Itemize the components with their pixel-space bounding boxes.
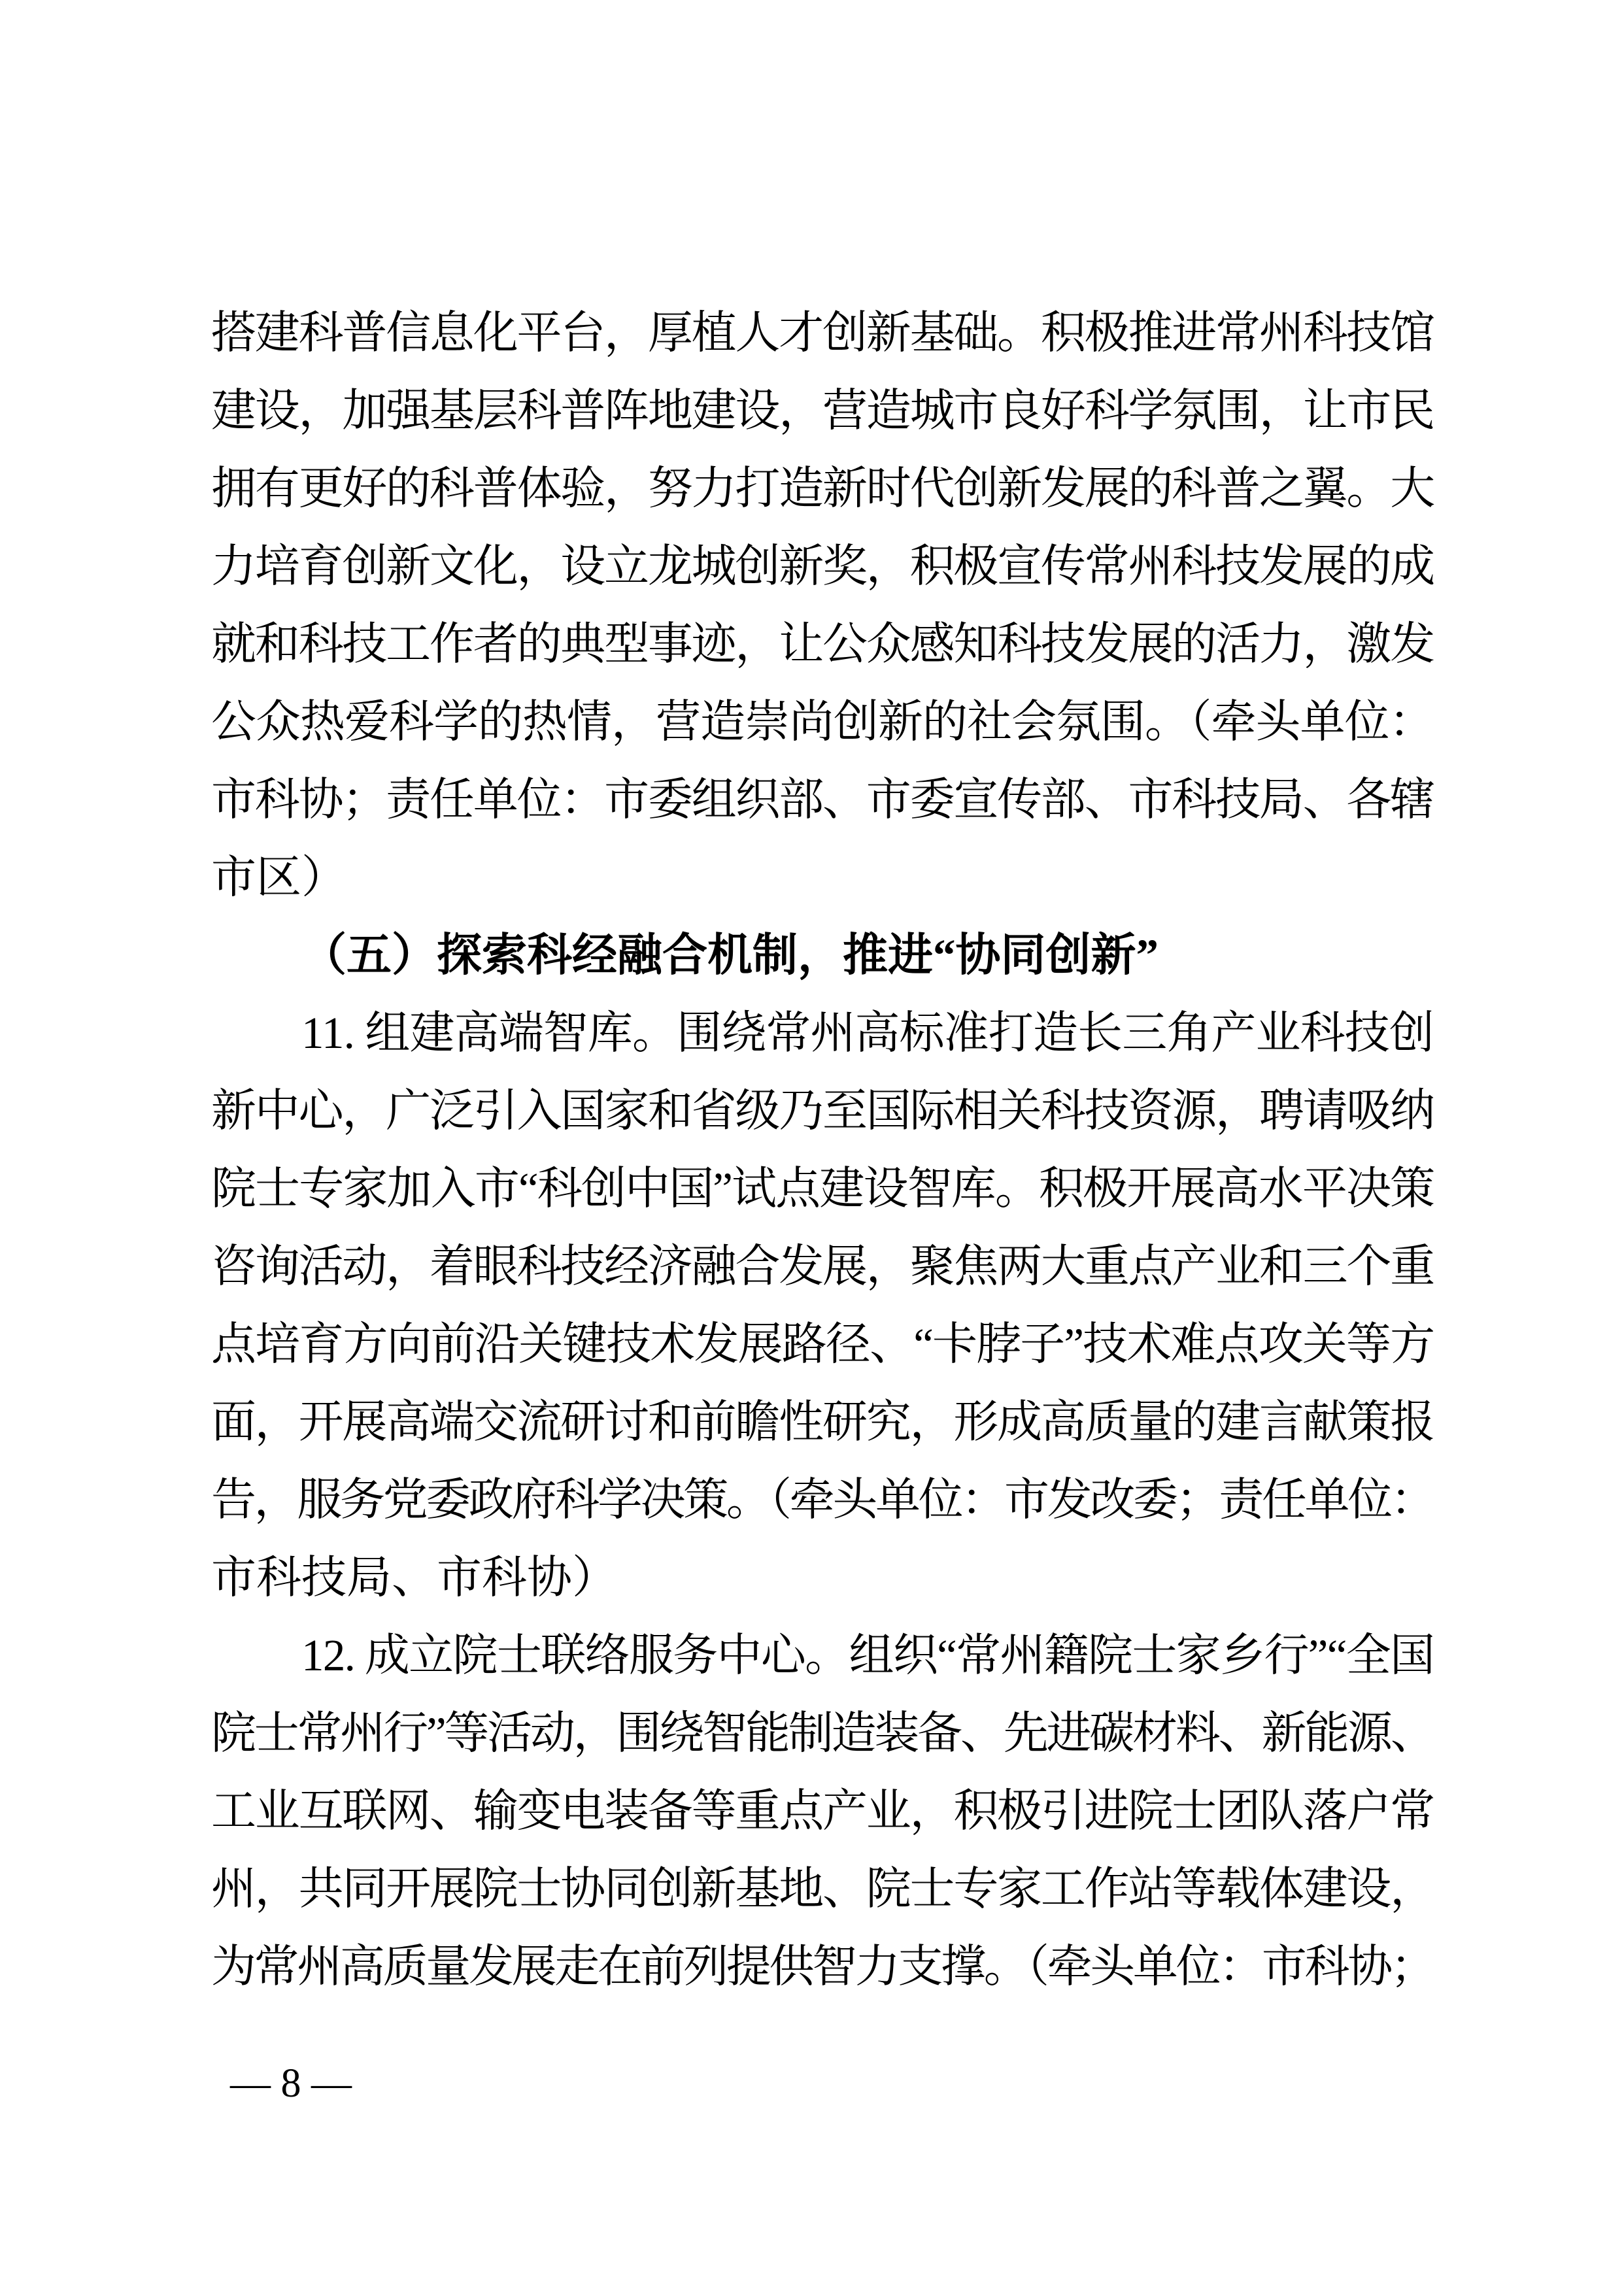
body-line: 院士专家加入市“科创中国”试点建设智库。积极开展高水平决策 [211, 1164, 1434, 1213]
body-line: 市科协；责任单位：市委组织部、市委宣传部、市科技局、各辖 [211, 775, 1434, 824]
body-line: 工业互联网、输变电装备等重点产业，积极引进院士团队落户常 [211, 1786, 1434, 1836]
body-line: 拥有更好的科普体验，努力打造新时代创新发展的科普之翼。大 [211, 464, 1434, 513]
body-line: 新中心，广泛引入国家和省级乃至国际相关科技资源，聘请吸纳 [211, 1086, 1434, 1136]
body-line: 面，开展高端交流研讨和前瞻性研究，形成高质量的建言献策报 [211, 1397, 1434, 1447]
body-line: 市区） [211, 852, 347, 902]
body-line: 为常州高质量发展走在前列提供智力支撑。（牵头单位：市科协； [211, 1942, 1434, 1991]
page-number: — 8 — [230, 2061, 352, 2106]
body-line: 就和科技工作者的典型事迹，让公众感知科技发展的活力，激发 [211, 619, 1434, 669]
body-line: 点培育方向前沿关键技术发展路径、“卡脖子”技术难点攻关等方 [211, 1319, 1434, 1369]
body-line: 咨询活动，着眼科技经济融合发展，聚焦两大重点产业和三个重 [211, 1241, 1434, 1291]
body-line: 州，共同开展院士协同创新基地、院士专家工作站等载体建设， [211, 1864, 1434, 1914]
body-line: 市科技局、市科协） [211, 1553, 617, 1602]
body-line: 12. 成立院士联络服务中心。组织“常州籍院士家乡行”“全国 [301, 1630, 1434, 1680]
body-line: 公众热爱科学的热情，营造崇尚创新的社会氛围。（牵头单位： [211, 697, 1434, 747]
body-line: 建设，加强基层科普阵地建设，营造城市良好科学氛围，让市民 [211, 386, 1434, 435]
body-line: 院士常州行”等活动，围绕智能制造装备、先进碳材料、新能源、 [211, 1708, 1434, 1758]
body-line: 搭建科普信息化平台，厚植人才创新基础。积极推进常州科技馆 [211, 308, 1434, 358]
body-line: 告，服务党委政府科学决策。（牵头单位：市发改委；责任单位： [211, 1475, 1434, 1525]
document-body [211, 294, 1434, 2006]
body-line: 11. 组建高端智库。围绕常州高标准打造长三角产业科技创 [301, 1008, 1434, 1058]
body-line: 力培育创新文化，设立龙城创新奖，积极宣传常州科技发展的成 [211, 541, 1434, 591]
section-heading: （五）探索科经融合机制，推进“协同创新” [301, 930, 1159, 980]
